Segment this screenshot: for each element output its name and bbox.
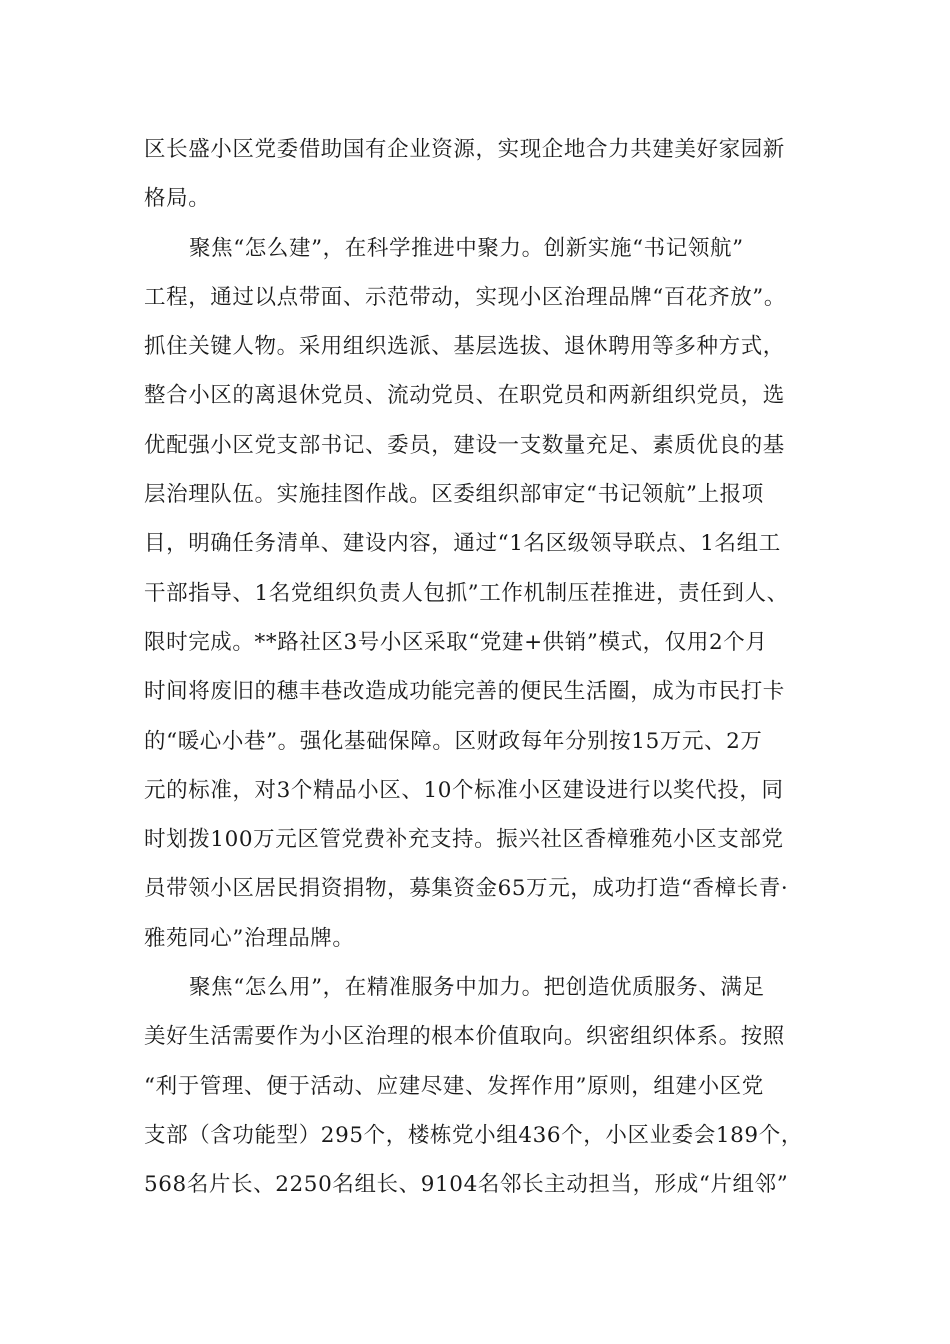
text-line: 目，明确任务清单、建设内容，通过“1名区级领导联点、1名组工 bbox=[144, 531, 781, 557]
text-line: 时划拨100万元区管党费补充支持。振兴社区香樟雅苑小区支部党 bbox=[144, 827, 784, 853]
text-line: 美好生活需要作为小区治理的根本价值取向。织密组织体系。按照 bbox=[144, 1024, 785, 1050]
text-line: 员带领小区居民捐资捐物，募集资金65万元，成功打造“香樟长青· bbox=[144, 876, 789, 902]
text-line: 限时完成。**路社区3号小区采取“党建+供销”模式，仅用2个月 bbox=[144, 629, 768, 655]
text-line: 雅苑同心”治理品牌。 bbox=[144, 925, 355, 951]
text-line: 干部指导、1名党组织负责人包抓”工作机制压茬推进，责任到人、 bbox=[144, 580, 789, 606]
text-line: 优配强小区党支部书记、委员，建设一支数量充足、素质优良的基 bbox=[144, 432, 785, 458]
text-line: 层治理队伍。实施挂图作战。区委组织部审定“书记领航”上报项 bbox=[144, 482, 764, 508]
text-line: 工程，通过以点带面、示范带动，实现小区治理品牌“百花齐放”。 bbox=[144, 284, 786, 310]
text-line: 568名片长、2250名组长、9104名邻长主动担当，形成“片组邻” bbox=[144, 1172, 789, 1198]
text-line: 的“暖心小巷”。强化基础保障。区财政每年分别按15万元、2万 bbox=[144, 728, 763, 754]
paragraph-start-line: 聚焦“怎么用”，在精准服务中加力。把创造优质服务、满足 bbox=[189, 975, 765, 1001]
text-line: 区长盛小区党委借助国有企业资源，实现企地合力共建美好家园新 bbox=[144, 137, 785, 162]
text-line: 格局。 bbox=[144, 186, 211, 212]
body-text bbox=[144, 125, 834, 1210]
text-line: 整合小区的离退休党员、流动党员、在职党员和两新组织党员，选 bbox=[144, 383, 785, 409]
paragraph-start-line: 聚焦“怎么建”，在科学推进中聚力。创新实施“书记领航” bbox=[189, 235, 744, 261]
text-line: 元的标准，对3个精品小区、10个标准小区建设进行以奖代投，同 bbox=[144, 777, 784, 803]
text-line: “利于管理、便于活动、应建尽建、发挥作用”原则，组建小区党 bbox=[144, 1073, 764, 1099]
text-line: 抓住关键人物。采用组织选派、基层选拔、退休聘用等多种方式， bbox=[144, 334, 785, 360]
text-line: 支部（含功能型）295个，楼栋党小组436个，小区业委会189个， bbox=[144, 1122, 803, 1148]
text-line: 时间将废旧的穗丰巷改造成功能完善的便民生活圈，成为市民打卡 bbox=[144, 679, 785, 705]
